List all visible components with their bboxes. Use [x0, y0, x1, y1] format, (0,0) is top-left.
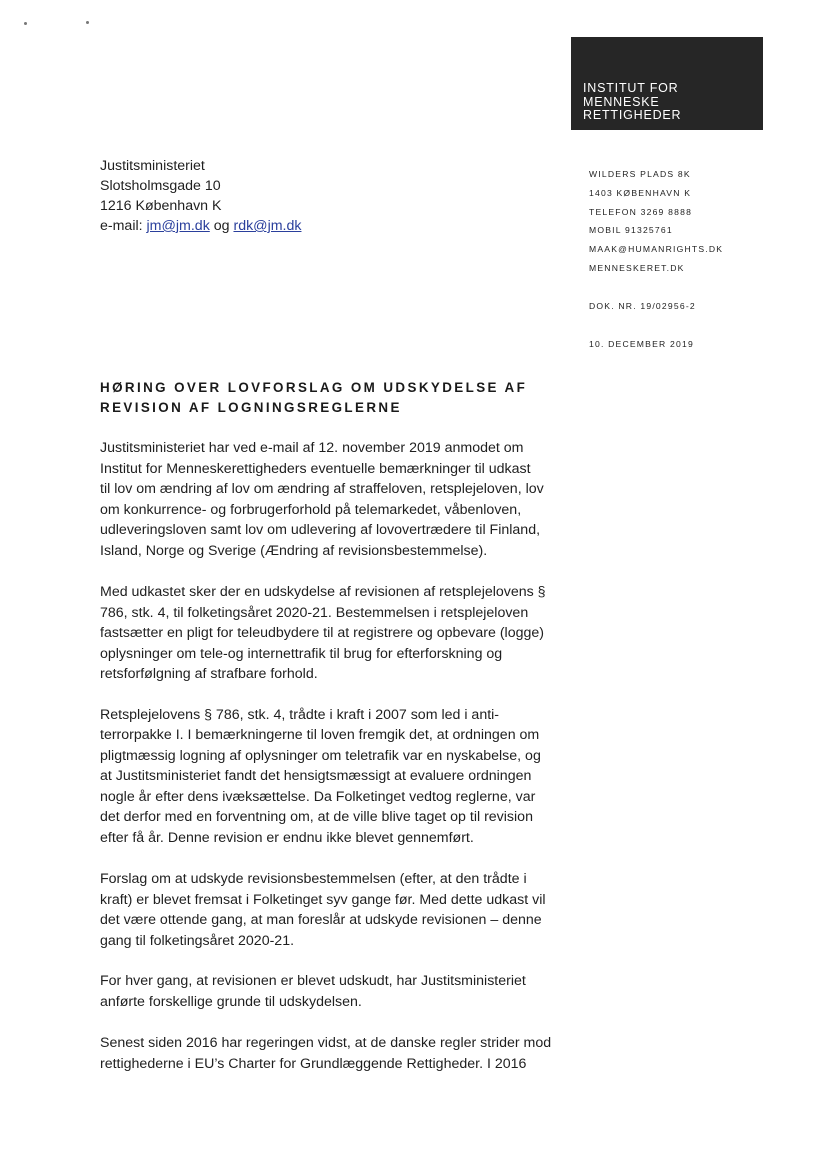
text-line: Retsplejelovens § 786, stk. 4, trådte i kraft i 2007 som led i anti- [100, 706, 500, 723]
email-prefix: e-mail: [100, 218, 147, 234]
text-line: pligtmæssig logning af oplysninger om teletrafik var en nyskabelse, og [100, 747, 541, 764]
text-line: gang til folketingsåret 2020-21. [100, 932, 295, 949]
document-heading [100, 378, 527, 418]
text-line: oplysninger om tele-og internettrafik til brug for efterforskning og [100, 645, 503, 662]
email-conjunction: og [209, 218, 234, 234]
heading-line-1: HØRING OVER LOVFORSLAG OM UDSKYDELSE AF [100, 380, 528, 395]
sender-phone: TELEFON 3269 8888 [589, 206, 693, 217]
text-line: rettighederne i EU’s Charter for Grundlæggende Rettigheder. I 2016 [100, 1055, 527, 1072]
document-body [100, 438, 580, 1074]
text-line: efter få år. Denne revision er endnu ikke blevet gennemført. [100, 829, 474, 846]
text-line: til lov om ændring af lov om ændring af straffeloven, retsplejeloven, lov [100, 481, 544, 497]
text-line: at Justitsministeriet fandt det hensigtsmæssigt at evaluere ordningen [100, 768, 532, 784]
text-line: Institut for Menneskerettigheders eventuelle bemærkninger til udkast [100, 460, 531, 477]
sender-city: 1403 KØBENHAVN K [589, 187, 692, 198]
heading-line-2: REVISION AF LOGNINGSREGLERNE [100, 400, 402, 415]
sender-address: WILDERS PLADS 8K [589, 169, 691, 179]
text-line: anførte forskellige grunde til udskydelsen. [100, 993, 362, 1010]
text-line: det derfor med en forventning om, at de ville blive taget op til revision [100, 809, 533, 825]
document-date: 10. DECEMBER 2019 [589, 338, 694, 349]
text-line: fastsætter en pligt for teleudbydere til at registrere og opbevare (logge) [100, 625, 544, 641]
text-line: udleveringsloven samt lov om udlevering af lovovertrædere til Finland, [100, 522, 541, 538]
text-line: Justitsministeriet har ved e-mail af 12. november 2019 anmodet om [100, 440, 524, 456]
text-line: det være ottende gang, at man foreslår at udskyde revisionen – denne [100, 912, 542, 928]
text-line: 786, stk. 4, til folketingsåret 2020-21. Bestemmelsen i retsplejeloven [100, 604, 529, 621]
text-line: retsforfølgning af strafbare forhold. [100, 666, 318, 682]
scan-dot [86, 21, 89, 24]
logo-text [583, 82, 681, 123]
recipient-name: Justitsministeriet [100, 158, 205, 174]
sender-contact [589, 165, 723, 353]
email-link-jm[interactable]: jm@jm.dk [146, 218, 210, 234]
sender-email: MAAK@HUMANRIGHTS.DK [589, 244, 724, 255]
scan-dot [24, 22, 27, 25]
text-line: Island, Norge og Sverige (Ændring af revisionsbestemmelse). [100, 542, 488, 559]
text-line: Med udkastet sker der en udskydelse af revisionen af retsplejelovens § [100, 584, 546, 600]
text-line: terrorpakke I. I bemærkningerne til loven fremgik det, at ordningen om [100, 727, 540, 743]
recipient-address [100, 156, 301, 236]
text-line: om konkurrence- og forbrugerforhold på telemarkedet, våbenloven, [100, 501, 522, 518]
text-line: nogle år efter dens ivæksættelse. Da Folketinget vedtog reglerne, var [100, 788, 536, 805]
text-line: Forslag om at udskyde revisionsbestemmelsen (efter, at den trådte i [100, 871, 527, 887]
text-line: kraft) er blevet fremsat i Folketinget syv gange før. Med dette udkast vil [100, 891, 546, 908]
sender-web: MENNESKERET.DK [589, 262, 685, 273]
recipient-email-line [100, 216, 301, 236]
email-link-rdk[interactable]: rdk@jm.dk [233, 218, 302, 234]
document-number: DOK. NR. 19/02956-2 [589, 300, 696, 311]
logo-line-2: MENNESKE [583, 94, 660, 109]
logo-line-3: RETTIGHEDER [583, 108, 682, 122]
recipient-city: 1216 København K [100, 198, 222, 214]
sender-mobile: MOBIL 91325761 [589, 225, 673, 236]
recipient-street: Slotsholmsgade 10 [100, 178, 221, 194]
text-line: For hver gang, at revisionen er blevet udskudt, har Justitsministeriet [100, 973, 526, 989]
logo-line-1: INSTITUT FOR [583, 81, 679, 95]
text-line: Senest siden 2016 har regeringen vidst, at de danske regler strider mod [100, 1035, 552, 1051]
institution-logo [571, 37, 763, 130]
